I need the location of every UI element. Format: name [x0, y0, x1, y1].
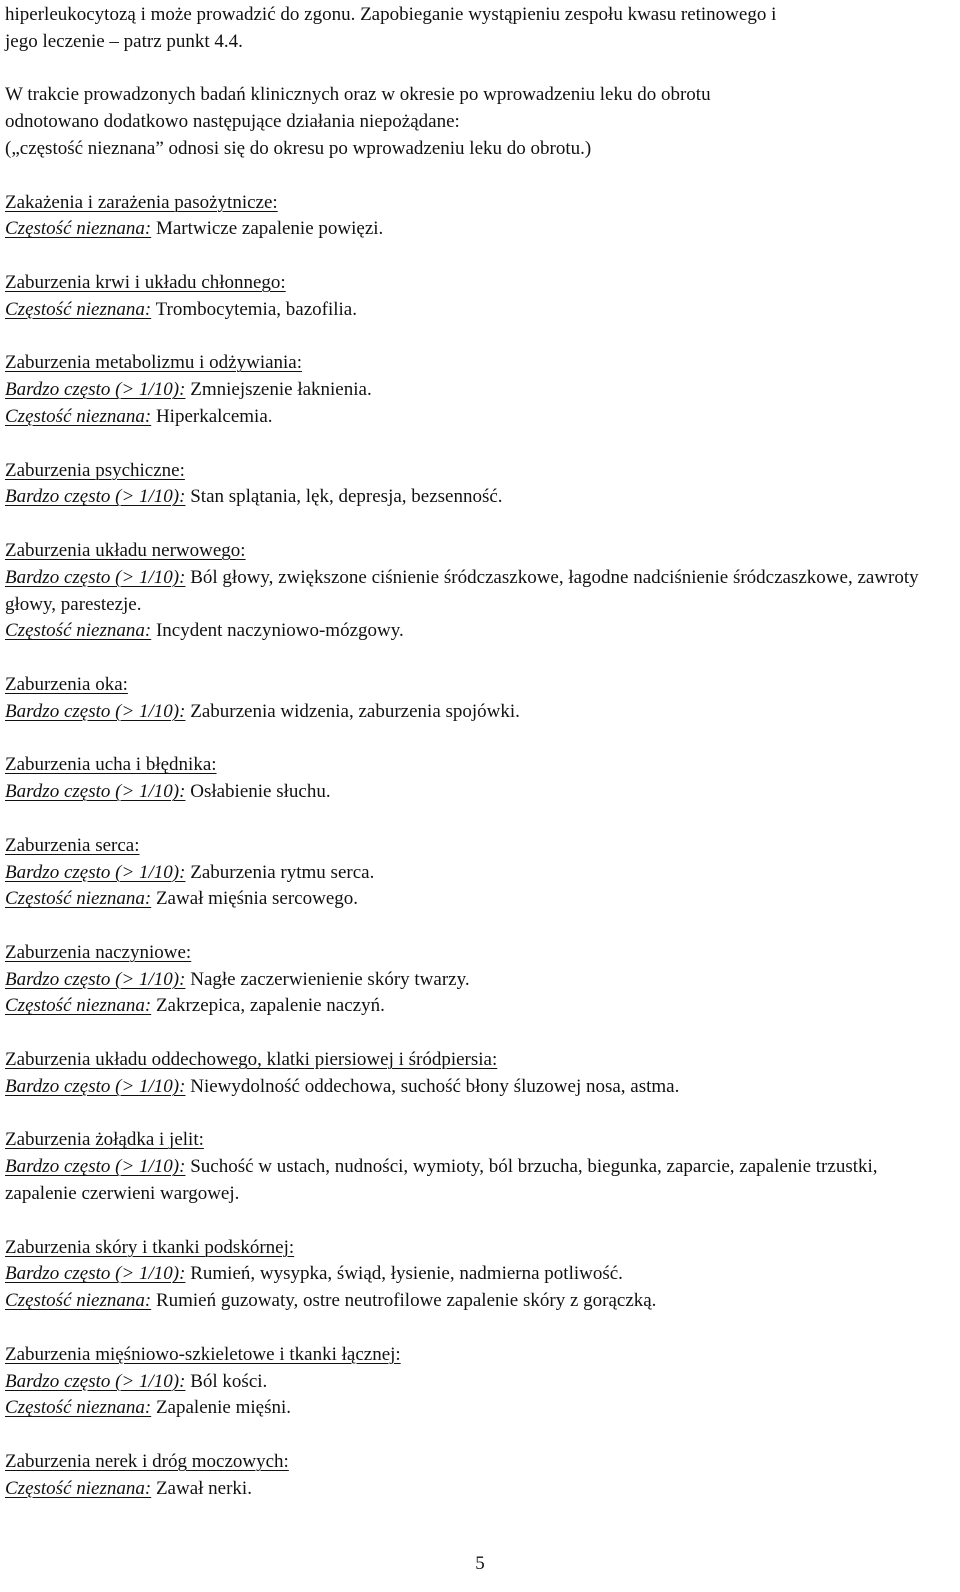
frequency-label: Częstość nieznana:	[5, 1477, 152, 1499]
entry	[5, 1369, 950, 1396]
entry-text: Zaburzenia widzenia, zaburzenia spojówki.	[185, 700, 520, 722]
intro-line: („częstość nieznana” odnosi się do okresu po wprowadzeniu leku do obrotu.)	[5, 137, 592, 159]
frequency-label: Bardzo często (> 1/10):	[5, 1075, 186, 1097]
entry	[5, 699, 950, 726]
entry-text: Incydent naczyniowo-mózgowy.	[151, 620, 404, 642]
intro-line: jego leczenie – patrz punkt 4.4.	[5, 30, 243, 52]
entry	[5, 1395, 950, 1422]
entry	[5, 886, 950, 913]
frequency-label: Bardzo często (> 1/10):	[5, 1156, 186, 1178]
entry-text: Zapalenie mięśni.	[151, 1397, 291, 1419]
entry	[5, 860, 950, 887]
section-heading: Zaburzenia nerek i dróg moczowych:	[5, 1451, 289, 1473]
frequency-label: Częstość nieznana:	[5, 405, 152, 427]
section-skin	[5, 1235, 950, 1315]
frequency-label: Bardzo często (> 1/10):	[5, 486, 186, 508]
entry-text: Martwicze zapalenie powięzi.	[151, 218, 384, 240]
section-vascular	[5, 940, 950, 1020]
section-metabolism	[5, 350, 950, 430]
frequency-label: Bardzo często (> 1/10):	[5, 566, 186, 588]
section-heading: Zaburzenia układu nerwowego:	[5, 539, 246, 561]
frequency-label: Bardzo często (> 1/10):	[5, 1370, 186, 1392]
entry	[5, 484, 950, 511]
section-respiratory	[5, 1047, 950, 1101]
frequency-label: Częstość nieznana:	[5, 1397, 152, 1419]
section-ear	[5, 752, 950, 806]
entry-text: Stan splątania, lęk, depresja, bezsenność.	[185, 486, 503, 508]
entry-text: Trombocytemia, bazofilia.	[151, 298, 357, 320]
entry	[5, 993, 950, 1020]
entry-text: Ból głowy, zwiększone ciśnienie śródczaszkowe, łagodne nadciśnienie śródczaszkowe, zawroty głowy, parestezje.	[5, 566, 919, 615]
frequency-label: Bardzo często (> 1/10):	[5, 781, 186, 803]
frequency-label: Częstość nieznana:	[5, 1290, 152, 1312]
entry	[5, 1154, 950, 1208]
section-heading: Zaburzenia naczyniowe:	[5, 941, 192, 963]
entry	[5, 967, 950, 994]
entry-text: Zawał mięśnia sercowego.	[151, 888, 358, 910]
section-heading: Zaburzenia mięśniowo-szkieletowe i tkanki łącznej:	[5, 1343, 401, 1365]
section-nervous-system	[5, 538, 950, 645]
section-psychiatric	[5, 458, 950, 512]
entry	[5, 1261, 950, 1288]
frequency-label: Częstość nieznana:	[5, 888, 152, 910]
frequency-label: Częstość nieznana:	[5, 218, 152, 240]
entry-text: Hiperkalcemia.	[151, 405, 273, 427]
entry-text: Zmniejszenie łaknienia.	[185, 379, 372, 401]
frequency-label: Bardzo często (> 1/10):	[5, 968, 186, 990]
section-heading: Zaburzenia ucha i błędnika:	[5, 754, 217, 776]
entry-text: Niewydolność oddechowa, suchość błony śluzowej nosa, astma.	[185, 1075, 680, 1097]
section-heading: Zaburzenia serca:	[5, 834, 140, 856]
document-page	[5, 2, 950, 1503]
entry	[5, 779, 950, 806]
entry	[5, 297, 950, 324]
intro-line: odnotowano dodatkowo następujące działania niepożądane:	[5, 111, 460, 133]
section-gastrointestinal	[5, 1127, 950, 1207]
section-blood	[5, 270, 950, 324]
frequency-label: Bardzo często (> 1/10):	[5, 700, 186, 722]
section-heading: Zaburzenia żołądka i jelit:	[5, 1129, 204, 1151]
section-heading: Zaburzenia oka:	[5, 673, 128, 695]
frequency-label: Bardzo często (> 1/10):	[5, 379, 186, 401]
entry-text: Rumień guzowaty, ostre neutrofilowe zapalenie skóry z gorączką.	[151, 1290, 657, 1312]
section-heading: Zaburzenia układu oddechowego, klatki piersiowej i śródpiersia:	[5, 1049, 498, 1071]
section-cardiac	[5, 833, 950, 913]
frequency-label: Bardzo często (> 1/10):	[5, 1263, 186, 1285]
section-heading: Zakażenia i zarażenia pasożytnicze:	[5, 191, 278, 213]
intro-line: hiperleukocytozą i może prowadzić do zgonu. Zapobieganie wystąpieniu zespołu kwasu retinowego i	[5, 4, 777, 25]
entry-text: Zaburzenia rytmu serca.	[185, 861, 375, 883]
section-heading: Zaburzenia skóry i tkanki podskórnej:	[5, 1236, 295, 1258]
entry-text: Osłabienie słuchu.	[185, 781, 331, 803]
frequency-label: Częstość nieznana:	[5, 620, 152, 642]
section-heading: Zaburzenia krwi i układu chłonnego:	[5, 271, 286, 293]
entry-text: Zakrzepica, zapalenie naczyń.	[151, 995, 385, 1017]
intro-paragraph-2	[5, 82, 950, 162]
frequency-label: Bardzo często (> 1/10):	[5, 861, 186, 883]
entry	[5, 377, 950, 404]
frequency-label: Częstość nieznana:	[5, 298, 152, 320]
frequency-label: Częstość nieznana:	[5, 995, 152, 1017]
entry	[5, 565, 950, 619]
entry-text: Ból kości.	[185, 1370, 268, 1392]
entry	[5, 216, 950, 243]
section-heading: Zaburzenia psychiczne:	[5, 459, 185, 481]
entry	[5, 1476, 950, 1503]
entry-text: Zawał nerki.	[151, 1477, 252, 1499]
entry-text: Nagłe zaczerwienienie skóry twarzy.	[185, 968, 470, 990]
page-number: 5	[475, 1553, 485, 1574]
intro-line: W trakcie prowadzonych badań klinicznych oraz w okresie po wprowadzeniu leku do obrotu	[5, 84, 711, 106]
entry	[5, 618, 950, 645]
section-heading: Zaburzenia metabolizmu i odżywiania:	[5, 352, 303, 374]
entry-text: Rumień, wysypka, świąd, łysienie, nadmierna potliwość.	[185, 1263, 623, 1285]
entry-text: Suchość w ustach, nudności, wymioty, ból brzucha, biegunka, zaparcie, zapalenie trzustki, zapalenie czerwieni wargowej.	[5, 1156, 878, 1205]
entry	[5, 1074, 950, 1101]
intro-paragraph	[5, 2, 950, 56]
section-musculoskeletal	[5, 1342, 950, 1422]
entry	[5, 1288, 950, 1315]
section-eye	[5, 672, 950, 726]
entry	[5, 404, 950, 431]
section-renal	[5, 1449, 950, 1503]
section-infections	[5, 190, 950, 244]
